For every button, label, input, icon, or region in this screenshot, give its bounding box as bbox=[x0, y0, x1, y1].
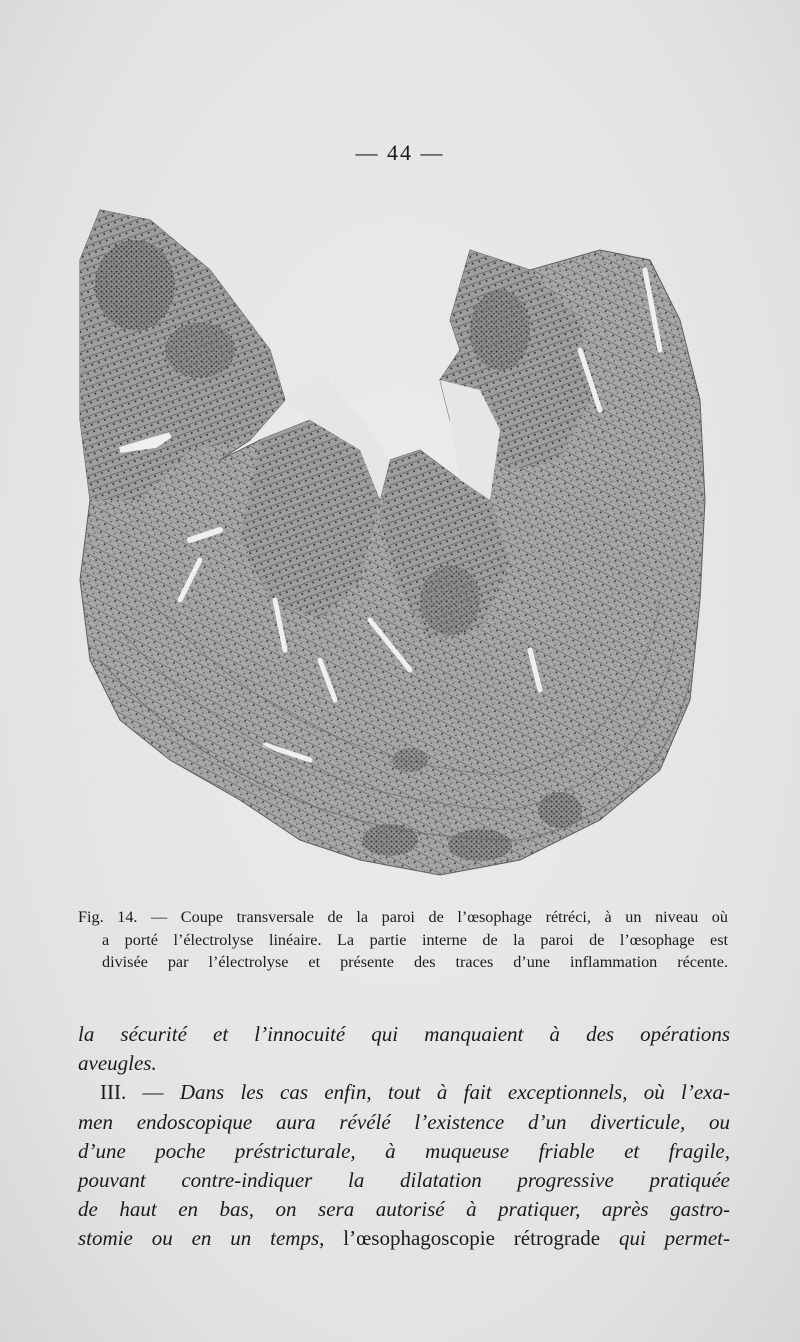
body-line-8-b: l’œsophagoscopie rétrograde bbox=[343, 1226, 619, 1251]
caption-line-1: Fig. 14. — Coupe transversale de la paroi de l’œsophage rétréci, à un niveau où bbox=[78, 908, 728, 926]
body-line-4: men endoscopique aura révélé l’existence d’un diverticule, ou bbox=[78, 1109, 730, 1134]
body-line-3 bbox=[78, 1078, 730, 1107]
body-line-8-c: qui permet- bbox=[618, 1226, 730, 1251]
body-line-2: aveugles. bbox=[78, 1051, 157, 1076]
body-line-6: pouvant contre-indiquer la dilatation progressive pratiquée bbox=[78, 1168, 730, 1193]
body-paragraph bbox=[78, 1020, 730, 1254]
figure-caption bbox=[78, 906, 728, 974]
body-line-7: de haut en bas, on sera autorisé à pratiquer, après gastro- bbox=[78, 1197, 730, 1222]
histology-figure bbox=[60, 200, 720, 890]
body-line-8 bbox=[78, 1224, 730, 1253]
caption-line-3: divisée par l’électrolyse et présente des traces d’une inflammation récente. bbox=[102, 953, 728, 971]
esophagus-cross-section-illustration bbox=[60, 200, 720, 890]
body-line-8-a: stomie ou en un temps, bbox=[78, 1226, 344, 1251]
page-number: — 44 — bbox=[355, 140, 445, 165]
caption-line-2: a porté l’électrolyse linéaire. La partie interne de la paroi de l’œsophage est bbox=[102, 930, 728, 949]
body-line-3-text: Dans les cas enfin, tout à fait exceptionnels, où l’exa- bbox=[179, 1080, 730, 1105]
body-line-5: d’une poche préstricturale, à muqueuse friable et fragile, bbox=[78, 1138, 730, 1163]
body-line-1: la sécurité et l’innocuité qui manquaient à des opérations bbox=[78, 1022, 730, 1046]
section-numeral: III. — bbox=[100, 1080, 180, 1105]
